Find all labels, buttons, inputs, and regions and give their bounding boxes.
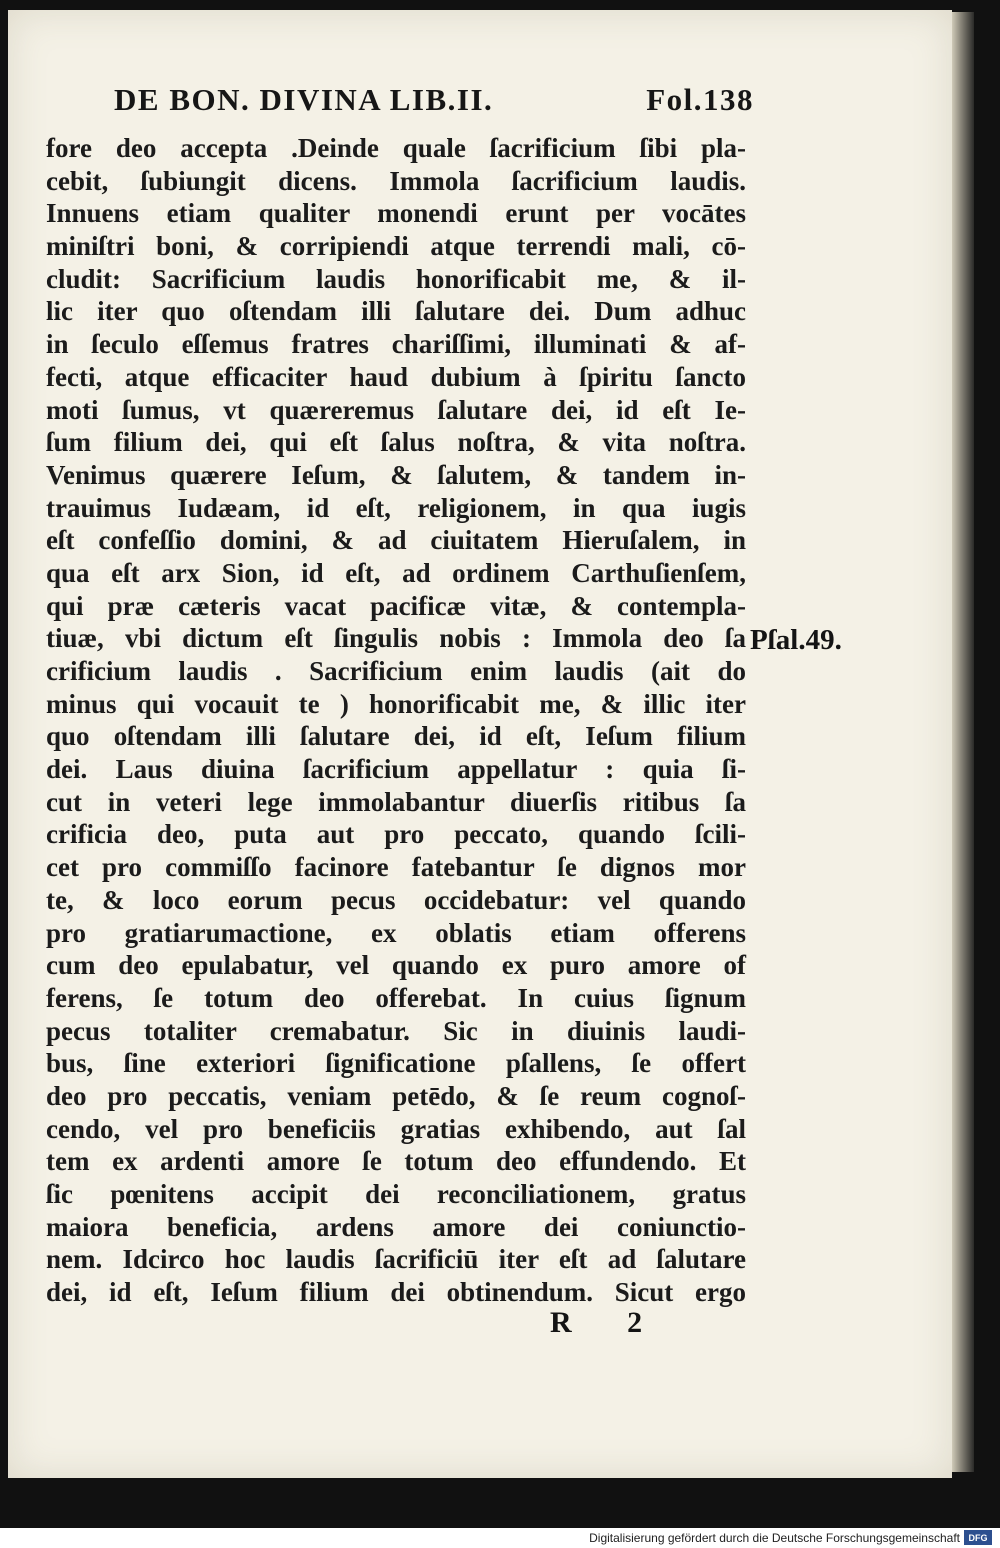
text-line: Innuens etiam qualiter monendi erunt per vocātes <box>46 198 746 229</box>
text-line: ferens, ſe totum deo offerebat. In cuius ſignum <box>46 982 746 1013</box>
text-line: cum deo epulabatur, vel quando ex puro amore of <box>46 950 746 981</box>
text-line: pecus totaliter cremabatur. Sic in diuinis laudi- <box>46 1015 746 1046</box>
text-line: tiuæ, vbi dictum eſt ſingulis nobis : Immola deo ſa <box>46 623 746 654</box>
text-line: bus, ſine exteriori ſignificatione pſallens, ſe offert <box>46 1048 746 1079</box>
text-line: miniſtri boni, & corripiendi atque terrendi mali, cō- <box>46 231 746 262</box>
text-line: ſum filium dei, qui eſt ſalus noſtra, & vita noſtra. <box>46 427 746 458</box>
signature-mark: R 2 <box>550 1306 667 1339</box>
text-line: dei, id eſt, Ieſum filium dei obtinendum. Sicut ergo <box>46 1277 746 1308</box>
text-line: cludit: Sacrificium laudis honorificabit me, & il- <box>46 263 746 294</box>
running-header <box>114 82 754 126</box>
text-line: eſt confeſſio domini, & ad ciuitatem Hieruſalem, in <box>46 525 746 556</box>
text-line: qua eſt arx Sion, id eſt, ad ordinem Carthuſienſem, <box>46 557 746 588</box>
text-line: quo oſtendam illi ſalutare dei, id eſt, Ieſum filium <box>46 721 746 752</box>
folio-number: Fol.138 <box>646 82 754 117</box>
text-line: cendo, vel pro beneficiis gratias exhibendo, aut ſal <box>46 1113 746 1144</box>
text-line: te, & loco eorum pecus occidebatur: vel quando <box>46 884 746 915</box>
body-text <box>46 132 746 1309</box>
text-line: dei. Laus diuina ſacrificium appellatur : quia ſi- <box>46 754 746 785</box>
text-line: crificium laudis . Sacrificium enim laudis (ait do <box>46 656 746 686</box>
text-line: tem ex ardenti amore ſe totum deo effundendo. Et <box>46 1146 746 1177</box>
page-edge <box>952 12 974 1472</box>
footer-credit: Digitalisierung gefördert durch die Deutsche Forschungsgemeinschaft <box>589 1531 960 1545</box>
dfg-logo: DFG <box>964 1530 992 1545</box>
text-line: qui præ cæteris vacat pacificæ vitæ, & contempla- <box>46 590 746 621</box>
text-line: cut in veteri lege immolabantur diuerſis ritibus ſa <box>46 786 746 817</box>
text-line: trauimus Iudæam, id eſt, religionem, in qua iugis <box>46 492 746 523</box>
text-line: lic iter quo oſtendam illi ſalutare dei. Dum adhuc <box>46 296 746 327</box>
text-line: in ſeculo eſſemus fratres chariſſimi, illuminati & af- <box>46 329 746 360</box>
text-line: crificia deo, puta aut pro peccato, quando ſcili- <box>46 819 746 850</box>
header-title: DE BON. DIVINA LIB.II. <box>114 82 494 117</box>
text-line: minus qui vocauit te ) honorificabit me, & illic iter <box>46 688 746 719</box>
text-line: nem. Idcirco hoc laudis ſacrificiū iter eſt ad ſalutare <box>46 1244 746 1275</box>
text-line: moti ſumus, vt quæreremus ſalutare dei, id eſt Ie- <box>46 394 746 425</box>
text-line: fecti, atque efficaciter haud dubium à ſpiritu ſancto <box>46 361 746 392</box>
text-line: pro gratiarumactione, ex oblatis etiam offerens <box>46 917 746 948</box>
text-line: cet pro commiſſo facinore fatebantur ſe dignos mor <box>46 852 746 883</box>
text-line: maiora beneficia, ardens amore dei coniunctio- <box>46 1211 746 1242</box>
text-line: deo pro peccatis, veniam petēdo, & ſe reum cognoſ- <box>46 1080 746 1111</box>
text-line: ſic pœnitens accipit dei reconciliationem, gratus <box>46 1179 746 1209</box>
text-line: cebit, ſubiungit dicens. Immola ſacrificium laudis. <box>46 165 746 196</box>
text-line: Venimus quærere Ieſum, & ſalutem, & tandem in- <box>46 459 746 490</box>
text-line: fore deo accepta .Deinde quale ſacrificium ſibi pla- <box>46 133 746 163</box>
margin-note: Pſal.49. <box>750 624 842 656</box>
